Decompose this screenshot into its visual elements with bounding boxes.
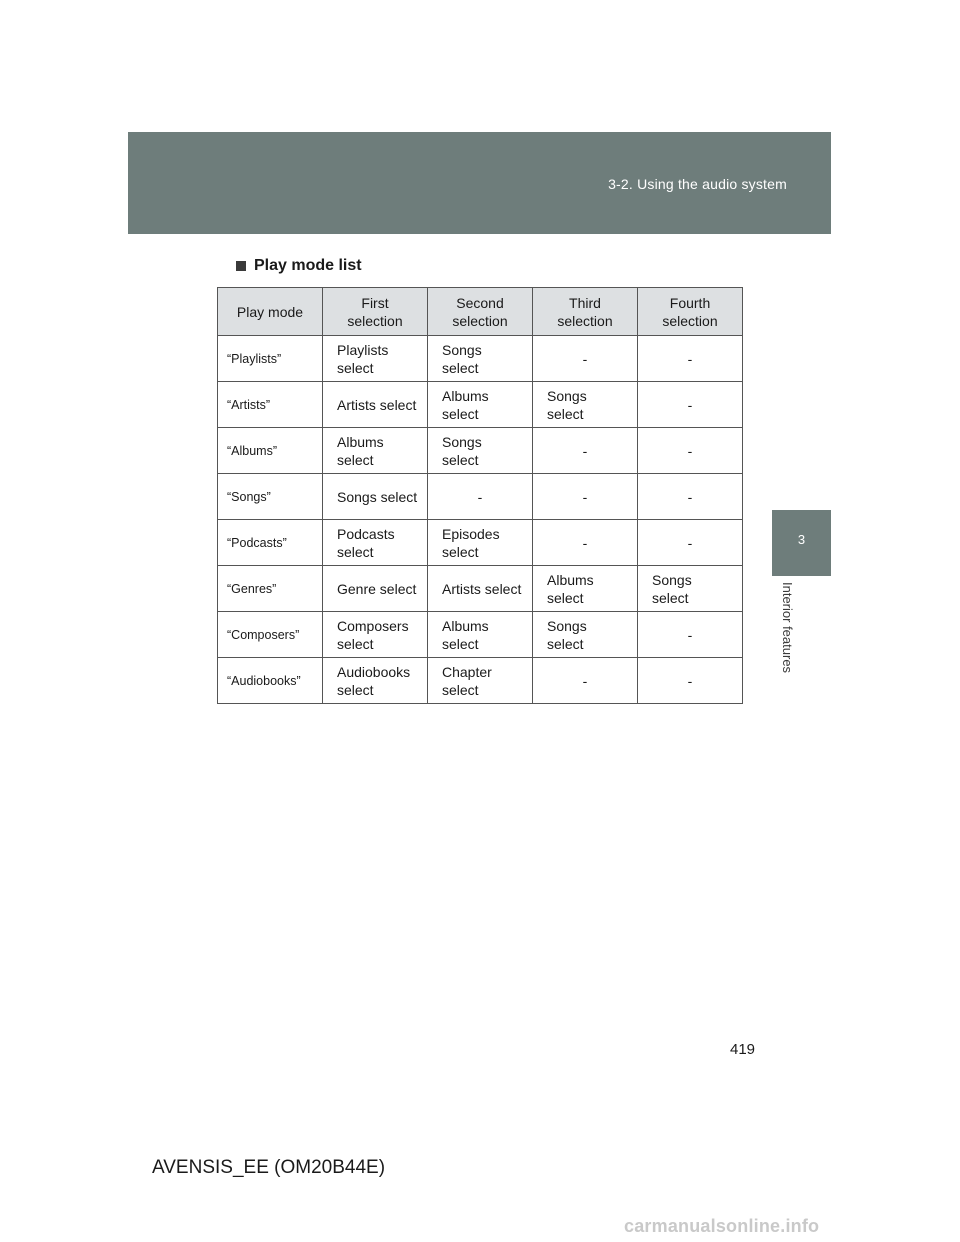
- cell-text: “Artists”: [227, 397, 271, 412]
- selection-cell: [428, 658, 533, 704]
- document-code: AVENSIS_EE (OM20B44E): [152, 1157, 386, 1178]
- cell-text: “Podcasts”: [227, 535, 287, 550]
- cell-text: -: [582, 488, 588, 505]
- header-text: Fourth selection: [662, 294, 718, 329]
- cell-text: -: [582, 442, 588, 459]
- column-header: [218, 288, 323, 336]
- cell-text: “Playlists”: [227, 351, 282, 366]
- table-row: [218, 612, 743, 658]
- chapter-tab[interactable]: [772, 510, 831, 576]
- selection-cell: [638, 474, 743, 520]
- selection-cell: [638, 566, 743, 612]
- cell-text: -: [477, 488, 483, 505]
- cell-text: -: [687, 488, 693, 505]
- selection-cell: [323, 520, 428, 566]
- play-mode-cell: [218, 336, 323, 382]
- cell-text: Artists select: [442, 580, 522, 597]
- table-row: [218, 520, 743, 566]
- selection-cell: [428, 428, 533, 474]
- cell-text: Songs select: [547, 617, 587, 652]
- cell-text: -: [687, 672, 693, 689]
- selection-cell: [533, 520, 638, 566]
- table-header-row: [218, 288, 743, 336]
- selection-cell: [323, 428, 428, 474]
- cell-text: “Albums”: [227, 443, 278, 458]
- play-mode-cell: [218, 658, 323, 704]
- header-text: Third selection: [557, 294, 613, 329]
- table-row: [218, 474, 743, 520]
- chapter-tab-number: 3: [797, 532, 806, 547]
- play-mode-table: [217, 287, 743, 704]
- cell-text: “Composers”: [227, 627, 300, 642]
- cell-text: “Genres”: [227, 581, 277, 596]
- table-row: [218, 566, 743, 612]
- breadcrumb: 3-2. Using the audio system: [608, 176, 787, 192]
- table-row: [218, 658, 743, 704]
- play-mode-cell: [218, 428, 323, 474]
- selection-cell: [533, 612, 638, 658]
- cell-text: Songs select: [547, 387, 587, 422]
- selection-cell: [533, 474, 638, 520]
- selection-cell: [638, 520, 743, 566]
- selection-cell: [533, 382, 638, 428]
- table-row: [218, 336, 743, 382]
- cell-text: Songs select: [337, 488, 418, 505]
- chapter-label-text: Interior features: [780, 582, 795, 674]
- cell-text: -: [687, 396, 693, 413]
- play-mode-cell: [218, 382, 323, 428]
- selection-cell: [638, 658, 743, 704]
- selection-cell: [323, 336, 428, 382]
- selection-cell: [428, 566, 533, 612]
- selection-cell: [533, 566, 638, 612]
- selection-cell: [533, 428, 638, 474]
- cell-text: “Audiobooks”: [227, 673, 301, 688]
- cell-text: -: [687, 626, 693, 643]
- selection-cell: [638, 612, 743, 658]
- header-text: First selection: [347, 294, 403, 329]
- cell-text: Songs select: [442, 433, 482, 468]
- chapter-label: [757, 582, 817, 692]
- selection-cell: [323, 474, 428, 520]
- column-header: [533, 288, 638, 336]
- column-header: [638, 288, 743, 336]
- table-row: [218, 428, 743, 474]
- cell-text: Podcasts select: [337, 525, 395, 560]
- cell-text: -: [687, 534, 693, 551]
- play-mode-cell: [218, 566, 323, 612]
- selection-cell: [323, 566, 428, 612]
- cell-text: Genre select: [337, 580, 417, 597]
- column-header: [323, 288, 428, 336]
- cell-text: Artists select: [337, 396, 417, 413]
- cell-text: Albums select: [442, 617, 489, 652]
- play-mode-cell: [218, 474, 323, 520]
- cell-text: -: [582, 672, 588, 689]
- selection-cell: [428, 520, 533, 566]
- selection-cell: [638, 336, 743, 382]
- header-text: Second selection: [452, 294, 508, 329]
- section-heading: [236, 257, 362, 275]
- section-title: Play mode list: [254, 257, 362, 274]
- play-mode-cell: [218, 520, 323, 566]
- cell-text: Playlists select: [337, 341, 389, 376]
- cell-text: Songs select: [652, 571, 692, 606]
- selection-cell: [533, 658, 638, 704]
- header-text: Play mode: [236, 303, 304, 320]
- cell-text: Audiobooks select: [337, 663, 411, 698]
- table-body: [218, 336, 743, 704]
- cell-text: -: [582, 350, 588, 367]
- selection-cell: [428, 474, 533, 520]
- cell-text: Albums select: [442, 387, 489, 422]
- selection-cell: [428, 382, 533, 428]
- cell-text: “Songs”: [227, 489, 271, 504]
- cell-text: -: [687, 350, 693, 367]
- selection-cell: [533, 336, 638, 382]
- watermark: carmanualsonline.info: [624, 1216, 820, 1236]
- cell-text: Chapter select: [442, 663, 492, 698]
- cell-text: Songs select: [442, 341, 482, 376]
- selection-cell: [323, 382, 428, 428]
- cell-text: Composers select: [337, 617, 409, 652]
- square-bullet-icon: [236, 261, 246, 271]
- cell-text: -: [582, 534, 588, 551]
- table-row: [218, 382, 743, 428]
- cell-text: Episodes select: [442, 525, 500, 560]
- cell-text: Albums select: [547, 571, 594, 606]
- selection-cell: [323, 612, 428, 658]
- selection-cell: [428, 336, 533, 382]
- header-band: [128, 132, 831, 234]
- selection-cell: [638, 428, 743, 474]
- play-mode-cell: [218, 612, 323, 658]
- selection-cell: [638, 382, 743, 428]
- cell-text: -: [687, 442, 693, 459]
- selection-cell: [428, 612, 533, 658]
- page-number: 419: [730, 1041, 756, 1058]
- column-header: [428, 288, 533, 336]
- cell-text: Albums select: [337, 433, 384, 468]
- selection-cell: [323, 658, 428, 704]
